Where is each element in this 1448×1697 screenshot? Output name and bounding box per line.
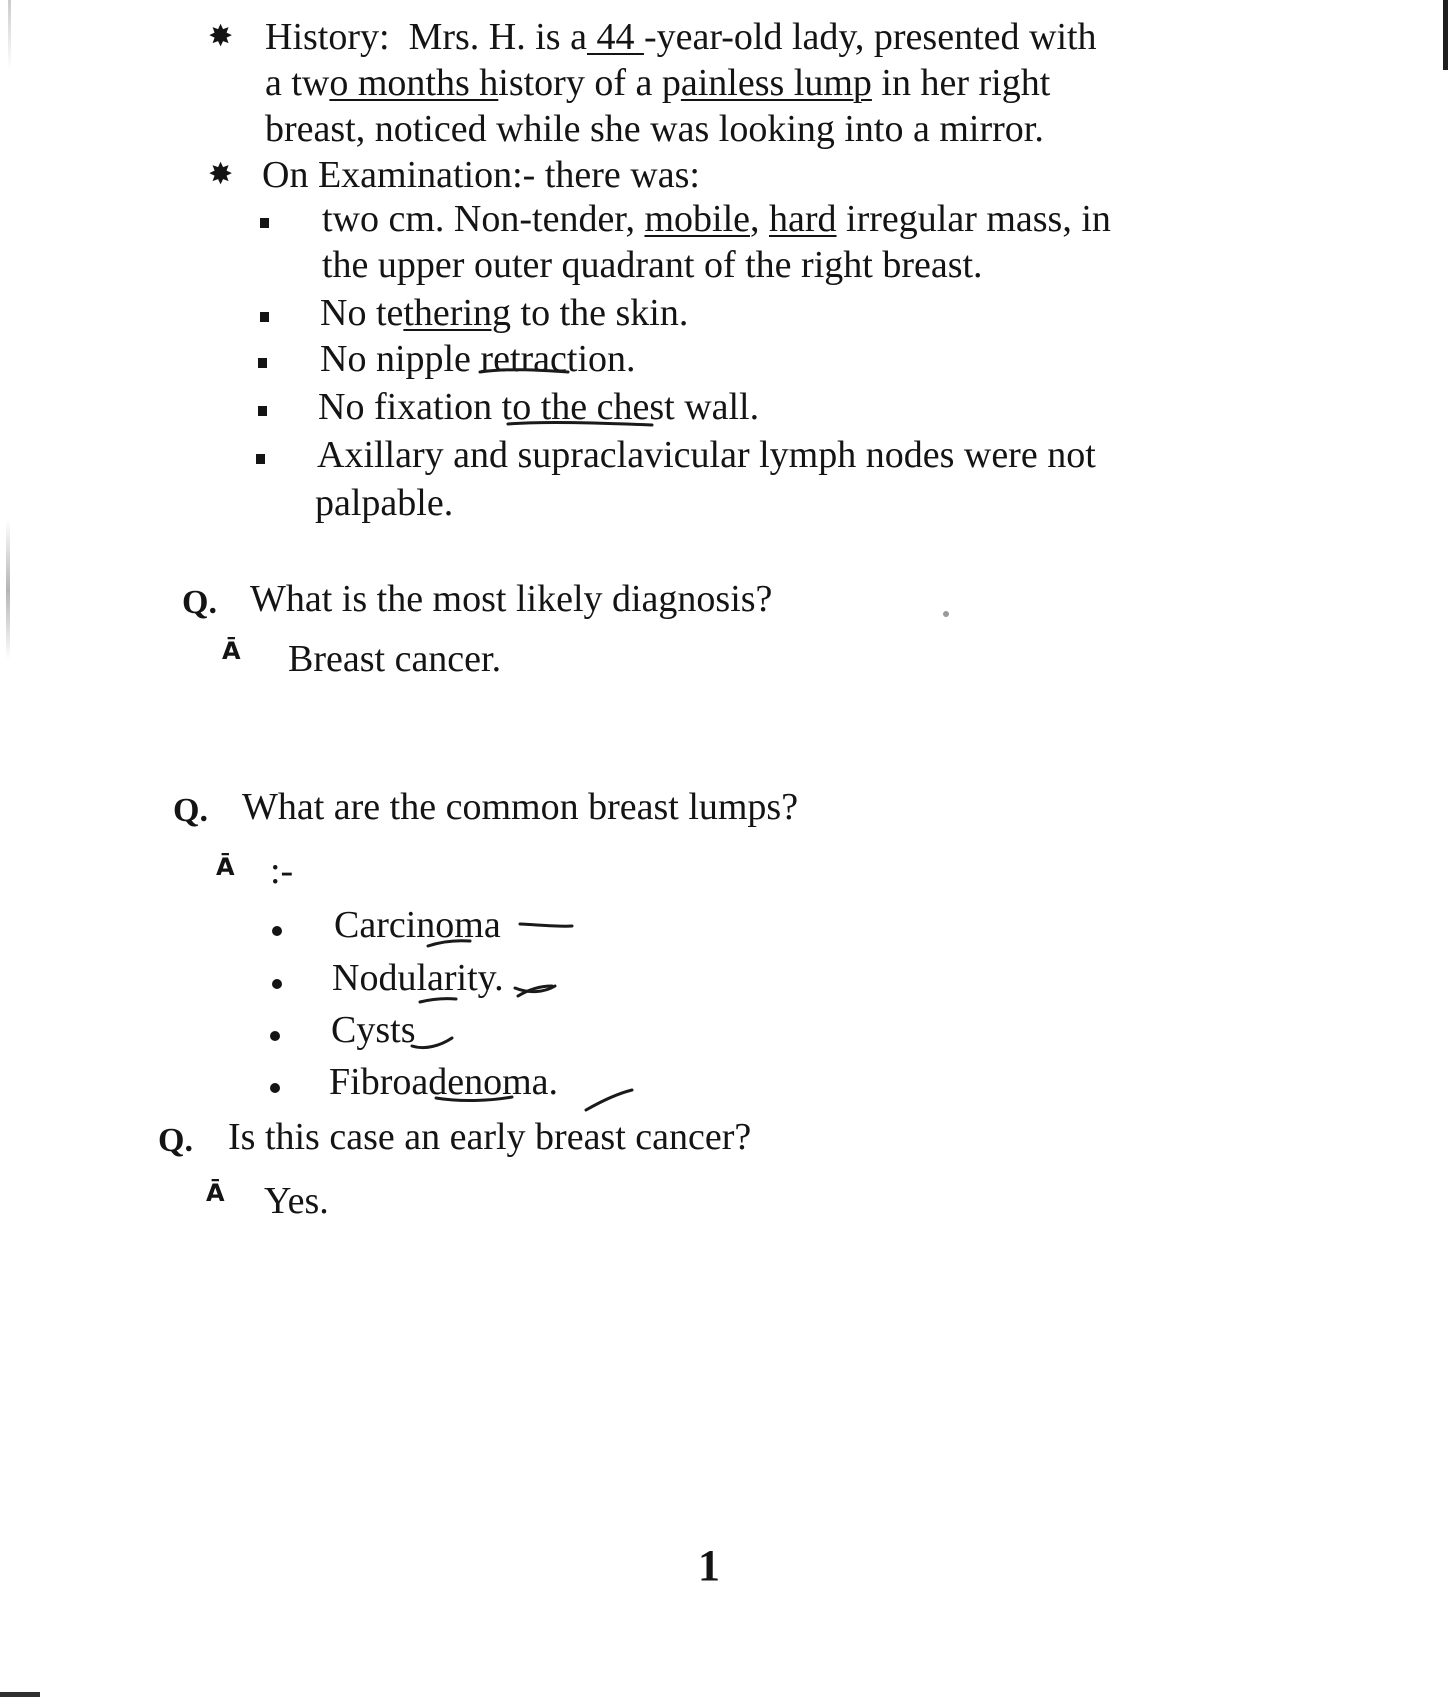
page-number: 1: [698, 1541, 720, 1590]
square-bullet-icon: [260, 307, 269, 326]
age-value: 44: [596, 16, 635, 58]
scan-edge-artifact: [8, 0, 11, 70]
round-bullet-icon: [272, 974, 282, 993]
square-bullet-icon: [260, 213, 269, 232]
question-label: Q.: [182, 584, 217, 621]
lump-item-3: Cysts: [331, 1009, 416, 1051]
answer-2-prefix: :-: [270, 850, 294, 892]
finding-5-line-1: Axillary and supraclavicular lymph nodes were not: [317, 434, 1096, 476]
round-bullet-icon: [270, 1026, 280, 1045]
round-bullet-icon: [270, 1078, 280, 1097]
history-line-3: breast, noticed while she was looking into a mirror.: [265, 108, 1044, 150]
finding-3: No nipple retraction.: [320, 338, 636, 380]
lump-item-1: Carcinoma: [334, 904, 501, 946]
lump-item-4: Fibroadenoma.: [329, 1061, 559, 1103]
finding-4: No fixation to the chest wall.: [318, 386, 760, 428]
answer-icon: Ā: [222, 637, 241, 665]
question-label: Q.: [158, 1122, 193, 1159]
question-2: What are the common breast lumps?: [242, 786, 799, 828]
square-bullet-icon: [258, 353, 267, 372]
scan-edge-artifact: [6, 520, 10, 660]
answer-icon: Ā: [206, 1179, 225, 1207]
question-1: What is the most likely diagnosis?: [250, 578, 773, 620]
scan-edge-artifact: [1443, 0, 1448, 70]
square-bullet-icon: [256, 449, 265, 468]
scan-edge-artifact: [0, 1692, 40, 1697]
star-bullet-icon: ✸: [208, 19, 234, 54]
finding-5-line-2: palpable.: [315, 482, 454, 524]
star-bullet-icon: ✸: [208, 157, 234, 192]
finding-1-line-2: the upper outer quadrant of the right breast.: [322, 244, 983, 286]
square-bullet-icon: [258, 401, 267, 420]
answer-3: Yes.: [264, 1180, 329, 1222]
history-label: History:: [265, 16, 390, 58]
question-3: Is this case an early breast cancer?: [228, 1116, 752, 1158]
history-line-1: History: Mrs. H. is a 44 -year-old lady, presented with: [265, 16, 1097, 58]
round-bullet-icon: [272, 921, 282, 940]
history-line-2: a two months history of a painless lump in her right: [265, 62, 1051, 104]
answer-icon: Ā: [216, 853, 235, 881]
finding-1-line-1: two cm. Non-tender, mobile, hard irregular mass, in: [322, 198, 1111, 240]
question-label: Q.: [173, 792, 208, 829]
lump-item-2: Nodularity.: [332, 957, 504, 999]
finding-2: No tethering to the skin.: [320, 292, 689, 334]
examination-heading: On Examination:- there was:: [262, 154, 700, 196]
answer-1: Breast cancer.: [288, 638, 502, 680]
